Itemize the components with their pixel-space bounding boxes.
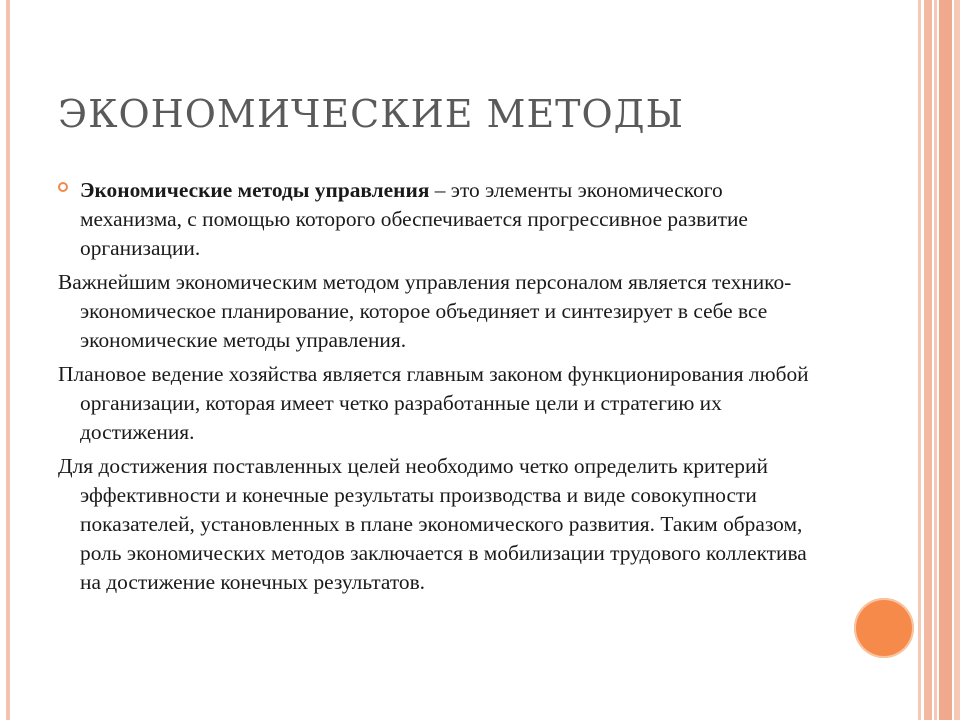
decor-stripe (954, 0, 960, 720)
decor-stripe (934, 0, 937, 720)
paragraph-planning: Важнейшим экономическим методом управления персоналом является технико-экономическое планирование, которое объединяет и синтезирует в себе все экономические методы управления. (58, 270, 792, 352)
decor-stripe (924, 0, 932, 720)
bullet-circle-icon (58, 182, 68, 192)
slide-title: ЭКОНОМИЧЕСКИЕ МЕТОДЫ (58, 92, 684, 136)
slide-body (58, 176, 828, 602)
paragraph-goals: Для достижения поставленных целей необходимо четко определить критерий эффективности и конечные результаты производства и виде совокупности показателей, установленных в плане экономического развития. Таким образом, роль экономических методов заключается в мобилизации трудового коллектива на достижение конечных результатов. (58, 454, 807, 594)
decor-stripe (939, 0, 952, 720)
left-border-line (6, 0, 10, 720)
bullet-paragraph (58, 176, 828, 263)
bullet-text: – это элементы экономического механизма, с помощью которого обеспечивается прогрессивное развитие организации. (80, 178, 748, 260)
decor-stripe (918, 0, 921, 720)
bold-term: Экономические методы управления (80, 178, 430, 202)
decor-orange-circle (854, 598, 914, 658)
paragraph-economy-law: Плановое ведение хозяйства является главным законом функционирования любой организации, которая имеет четко разработанные цели и стратегию их достижения. (58, 362, 809, 444)
